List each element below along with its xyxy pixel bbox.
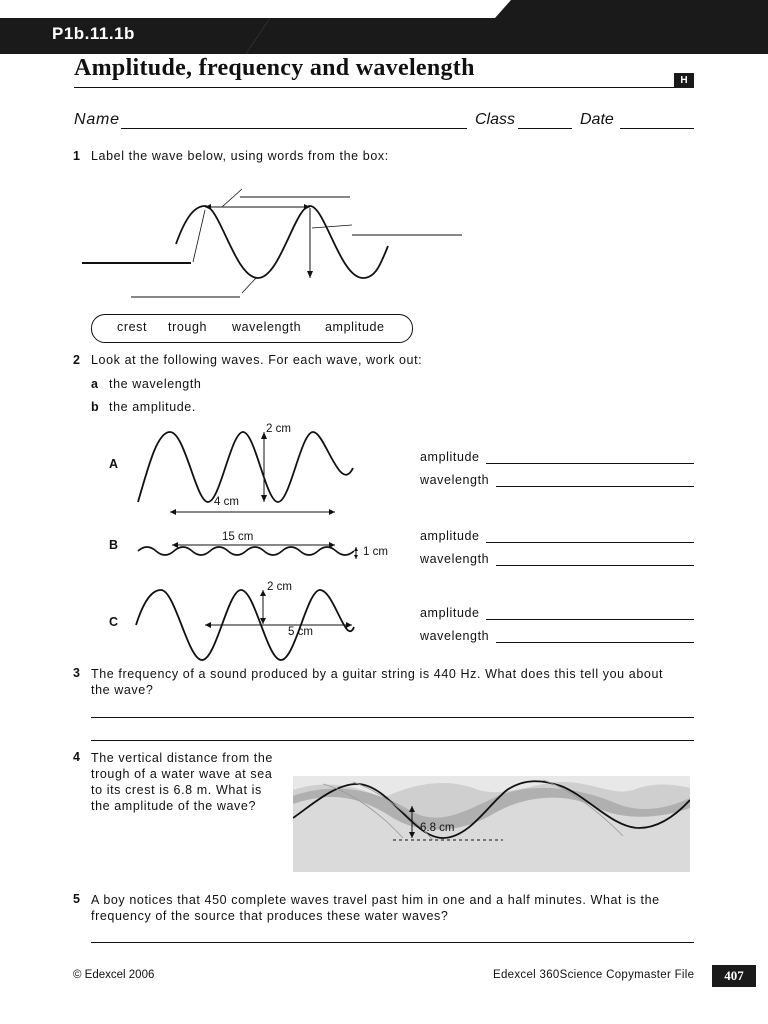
word-wavelength: wavelength bbox=[232, 320, 302, 334]
q3-text: The frequency of a sound produced by a guitar string is 440 Hz. What does this tell you about the wave? bbox=[91, 667, 664, 697]
word-amplitude: amplitude bbox=[325, 320, 385, 334]
q2b-letter: b bbox=[91, 400, 99, 414]
wave-c-amplitude-label: amplitude bbox=[420, 606, 480, 620]
q4-sea-wave-figure bbox=[293, 776, 690, 872]
q2-prompt: Look at the following waves. For each wave, work out: bbox=[91, 353, 423, 367]
wave-b-amplitude-dim: 1 cm bbox=[363, 546, 388, 558]
wave-c-wavelength-dim: 5 cm bbox=[288, 626, 313, 638]
wave-b-wavelength-answer[interactable] bbox=[496, 565, 694, 566]
page-title: Amplitude, frequency and wavelength bbox=[74, 55, 475, 81]
wave-b-letter: B bbox=[109, 538, 119, 552]
wave-b-amplitude-label: amplitude bbox=[420, 529, 480, 543]
page-number: 407 bbox=[712, 965, 756, 987]
class-field[interactable] bbox=[518, 128, 572, 129]
wave-a-wavelength-label: wavelength bbox=[420, 473, 490, 487]
wave-b-wavelength-label: wavelength bbox=[420, 552, 490, 566]
wave-a-amplitude-answer[interactable] bbox=[486, 463, 694, 464]
wave-a-diagram bbox=[130, 420, 370, 520]
q4-text: The vertical distance from the trough of a water wave at sea to its crest is 6.8 m. What is the amplitude of the wave? bbox=[91, 751, 273, 813]
wave-a-letter: A bbox=[109, 457, 119, 471]
name-field[interactable] bbox=[121, 128, 467, 129]
word-trough: trough bbox=[168, 320, 208, 334]
wave-a-wavelength-dim: 4 cm bbox=[214, 496, 239, 508]
q4-number: 4 bbox=[73, 750, 80, 764]
q3-answer-line-2[interactable] bbox=[91, 740, 694, 741]
wave-c-amplitude-answer[interactable] bbox=[486, 619, 694, 620]
q2a-text: the wavelength bbox=[109, 377, 202, 391]
q3-answer-line-1[interactable] bbox=[91, 717, 694, 718]
wave-b-amplitude-answer[interactable] bbox=[486, 542, 694, 543]
date-field[interactable] bbox=[620, 128, 694, 129]
q2a-letter: a bbox=[91, 377, 98, 391]
q5-answer-line[interactable] bbox=[91, 942, 694, 943]
q4-figure-label: 6.8 cm bbox=[420, 822, 455, 834]
footer-copyright: © Edexcel 2006 bbox=[73, 969, 155, 981]
sheet-code: P1b.11.1b bbox=[52, 24, 135, 43]
wave-c-amplitude-dim: 2 cm bbox=[267, 581, 292, 593]
footer-source: Edexcel 360Science Copymaster File bbox=[493, 969, 695, 981]
date-label: Date bbox=[580, 111, 614, 128]
wave-c-wavelength-label: wavelength bbox=[420, 629, 490, 643]
q2-number: 2 bbox=[73, 353, 80, 367]
wave-c-letter: C bbox=[109, 615, 119, 629]
word-crest: crest bbox=[117, 320, 148, 334]
q1-prompt: Label the wave below, using words from the box: bbox=[91, 149, 389, 163]
wave-a-amplitude-dim: 2 cm bbox=[266, 423, 291, 435]
wave-c-diagram bbox=[130, 585, 370, 670]
tier-badge: H bbox=[674, 73, 694, 88]
wave-c-wavelength-answer[interactable] bbox=[496, 642, 694, 643]
q1-number: 1 bbox=[73, 149, 80, 163]
q5-number: 5 bbox=[73, 892, 80, 906]
title-rule bbox=[74, 87, 674, 88]
q1-wave-diagram bbox=[70, 180, 480, 310]
wave-a-wavelength-answer[interactable] bbox=[496, 486, 694, 487]
wave-a-amplitude-label: amplitude bbox=[420, 450, 480, 464]
q3-number: 3 bbox=[73, 666, 80, 680]
class-label: Class bbox=[475, 111, 516, 128]
wave-b-wavelength-dim: 15 cm bbox=[222, 531, 254, 543]
name-label: Name bbox=[74, 111, 120, 128]
q5-text: A boy notices that 450 complete waves travel past him in one and a half minutes. What is the frequency of the source that produces these water waves? bbox=[91, 893, 660, 923]
q2b-text: the amplitude. bbox=[109, 400, 196, 414]
